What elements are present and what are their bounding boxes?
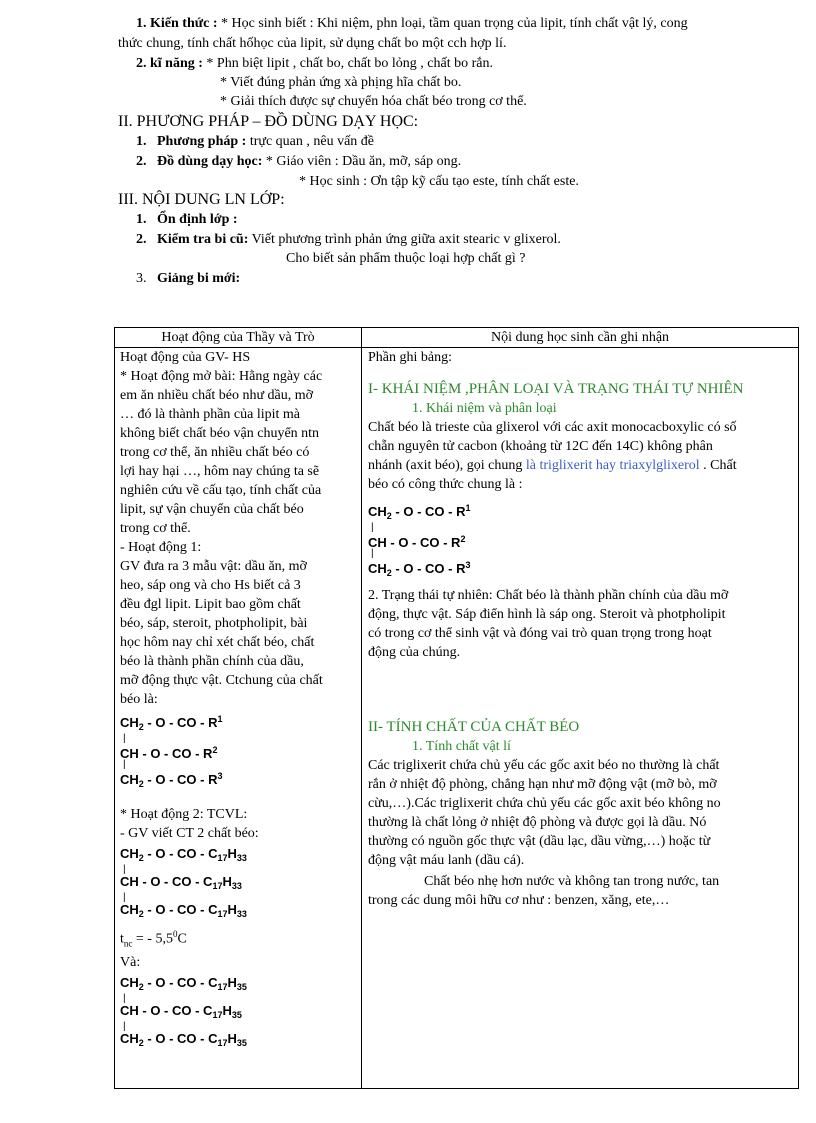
- text-line: trong cơ thể, ăn nhiều chất béo có: [120, 445, 310, 460]
- text-line: béo là thành phần chính của dầu,: [120, 654, 304, 669]
- fat-formula-2: $CH_2$ - O - CO - $C_{17}H_{35}$ | CH - O - CO - $C_{17}H_{35}$ | $CH_2$ - O - CO - $C_{17}H_{35}$: [120, 975, 247, 1049]
- general-formula-left: $CH_2$ - O - CO - $R^1$ | CH - O - CO - $R^2$ | $CH_2$ - O - CO - $R^3$: [120, 714, 223, 789]
- text-line: … đó là thành phần của lipit mà: [120, 407, 301, 422]
- section-3-title: III. NỘI DUNG LN LỚP:: [118, 191, 285, 208]
- triglyceride-term: là triglixerit hay triaxylglixerol: [525, 458, 700, 473]
- item-1: 1. Ổn định lớp :: [136, 212, 238, 227]
- text-line: heo, sáp ong và cho Hs biết cả 3: [120, 578, 301, 593]
- header-left: Hoạt động của Thầy và Trò: [115, 328, 362, 348]
- text-line: học hôm nay chỉ xét chất béo, chất: [120, 635, 315, 650]
- text-line: * Hoạt động mở bài: Hằng ngày các: [120, 369, 323, 384]
- method-line: 1. Phương pháp : trực quan , nêu vấn đề: [136, 134, 375, 149]
- skills-line-2: * Viết đúng phản ứng xà phịng hĩa chất bo.: [220, 75, 462, 90]
- text-line: GV đưa ra 3 mẫu vật: dầu ăn, mỡ: [120, 559, 307, 574]
- text-line: 2. Trạng thái tự nhiên: Chất béo là thành phần chính của dầu mỡ: [368, 588, 729, 603]
- text-line: mỡ động thực vật. Ctchung của chất: [120, 673, 323, 688]
- density-line-2: trong các dung môi hữu cơ như : benzen, xăng, ete,…: [368, 893, 670, 908]
- text-line: Hoạt động của GV- HS: [120, 350, 251, 365]
- skills-line-1: 2. kĩ năng : * Phn biệt lipit , chất bo, chất bo lỏng , chất bo rắn.: [136, 56, 493, 71]
- knowledge-line-1: 1. Kiến thức : * Học sinh biết : Khi niệm, phn loại, tầm quan trọng của lipit, tính chất vật lý, cong: [136, 16, 688, 31]
- board-notes-label: Phần ghi bảng:: [368, 350, 452, 365]
- text-line: - Hoạt động 1:: [120, 540, 202, 555]
- activity-text: [120, 348, 361, 709]
- text-line: béo là:: [120, 692, 158, 707]
- section-2-title: II. PHƯƠNG PHÁP – ĐỒ DÙNG DẠY HỌC:: [118, 113, 419, 130]
- general-formula-right: $CH_2$ - O - CO - $R^1$ | CH - O - CO - $R^2$ | $CH_2$ - O - CO - $R^3$: [368, 503, 471, 578]
- and-label: Và:: [120, 955, 141, 971]
- item-2-question: Cho biết sản phẩm thuộc loại hợp chất gì ?: [286, 251, 526, 266]
- text-line: rắn ở nhiệt độ phòng, chẳng hạn như mỡ động vật (mỡ bò, mỡ: [368, 777, 717, 792]
- tools-line-2: * Học sinh : Ơn tập kỹ cấu tạo este, tính chất este.: [299, 174, 579, 189]
- text-line: béo, sáp, steroit, photpholipit, bài: [120, 616, 308, 631]
- text-line: động vật máu lanh (dầu cá).: [368, 853, 525, 868]
- text-line: trong cơ thể.: [120, 521, 191, 536]
- subheading-physical: 1. Tính chất vật lí: [412, 739, 511, 754]
- item-2: 2. Kiểm tra bi cũ: Viết phương trình phản ứng giữa axit stearic v glixerol.: [136, 232, 561, 247]
- tools-line-1: 2. Đồ dùng dạy học: * Giáo viên : Dầu ăn, mỡ, sáp ong.: [136, 154, 462, 169]
- lesson-table: [114, 327, 799, 1089]
- text-line: đều đgl lipit. Lipit bao gồm chất: [120, 597, 301, 612]
- teacher-column: [115, 348, 362, 1089]
- text-line: thường là chất lỏng ở nhiệt độ phòng và được gọi là dầu. Nó: [368, 815, 707, 830]
- text-line: không biết chất béo vận chuyển ntn: [120, 426, 320, 441]
- heading-properties: II- TÍNH CHẤT CỦA CHẤT BÉO: [368, 719, 580, 735]
- text-line: lợi hay hại …, hôm nay chúng ta sẽ: [120, 464, 320, 479]
- text-line: cừu,…).Các triglixerit chứa chủ yếu các gốc axit béo không no: [368, 796, 721, 811]
- density-line-1: Chất béo nhẹ hơn nước và không tan trong nước, tan: [424, 874, 720, 889]
- header-right: Nội dung học sinh cần ghi nhận: [362, 328, 799, 348]
- text-line: thường có nguồn gốc thực vật (dầu lạc, dầu vừng,…) hoặc từ: [368, 834, 711, 849]
- natural-state-paragraph: [368, 586, 798, 662]
- skills-line-3: * Giải thích được sự chuyển hóa chất béo trong cơ thể.: [220, 94, 527, 109]
- physical-properties-paragraph: [368, 756, 798, 870]
- text-line: em ăn nhiều chất béo như dầu, mỡ: [120, 388, 314, 403]
- text-line: nghiên cứu về cấu tạo, tính chất của: [120, 483, 322, 498]
- text-line: có trong cơ thể sinh vật và đóng vai trò quan trọng trong hoạt: [368, 626, 712, 641]
- text-line: động, thực vật. Sáp điển hình là sáp ong. Steroit và photpholipit: [368, 607, 726, 622]
- heading-concept: I- KHÁI NIỆM ,PHÂN LOẠI VÀ TRẠNG THÁI TỰ NHIÊN: [368, 381, 744, 397]
- subheading-concept: 1. Khái niệm và phân loại: [412, 401, 557, 416]
- text-line: - GV viết CT 2 chất béo:: [120, 826, 259, 841]
- item-3: 3. Giảng bi mới:: [136, 271, 241, 286]
- text-line: lipit, sự vận chuyển của chất béo: [120, 502, 304, 517]
- text-line: * Hoạt động 2: TCVL:: [120, 807, 248, 822]
- melting-point: $t_{nc}$ = - $5,5^0C$: [120, 929, 187, 949]
- activity-2-text: [120, 805, 361, 843]
- student-notes-column: Phần ghi bảng: I- KHÁI NIỆM ,PHÂN LOẠI VÀ TRẠNG THÁI TỰ NHIÊN 1. Khái niệm và phân loại Chất béo là trieste của glixerol với các axit monocacboxylic có số chẵn nguyên tử cacbon (khoảng từ 12C đến 14C) không phân nhánh (axit béo), gọi chung là triglixerit hay triaxylglixerol . Chất béo có công thức chung là : $CH_2$ - O - CO - $R^1$ | CH - O - CO - $R^2$ | $CH_2$ - O - CO - $R^3$ 2. Trạng thái tự nhiên: Chất béo là thành phần chính của dầu mỡ động, thực vật. Sáp điển hình là sáp ong. Steroit và photpholipit có trong cơ thể sinh vật và đóng vai trò quan trọng trong hoạt động của chúng. II- TÍNH CHẤT CỦA CHẤT BÉO 1. Tính chất vật lí Các triglixerit chứa chủ yếu các gốc axit béo no thường là chất rắn ở nhiệt độ phòng, chẳng hạn như mỡ động vật (mỡ bò, mỡ cừu,…).Các triglixerit chứa chủ yếu các gốc axit béo không no thường là chất lỏng ở nhiệt độ phòng và được gọi là dầu. Nó thường có nguồn gốc thực vật (dầu lạc, dầu vừng,…) hoặc từ động vật máu lanh (dầu cá). Chất béo nhẹ hơn nước và không tan trong nước, tan trong các dung môi hữu cơ như : benzen, xăng, ete,…: [362, 348, 799, 1089]
- text-line: động của chúng.: [368, 645, 461, 660]
- text-line: Các triglixerit chứa chủ yếu các gốc axit béo no thường là chất: [368, 758, 720, 773]
- fat-formula-1: $CH_2$ - O - CO - $C_{17}H_{33}$ | CH - O - CO - $C_{17}H_{33}$ | $CH_2$ - O - CO - $C_{17}H_{33}$: [120, 846, 247, 919]
- knowledge-line-2: thức chung, tính chất hốhọc của lipit, sử dụng chất bo một cch hợp lí.: [118, 36, 507, 51]
